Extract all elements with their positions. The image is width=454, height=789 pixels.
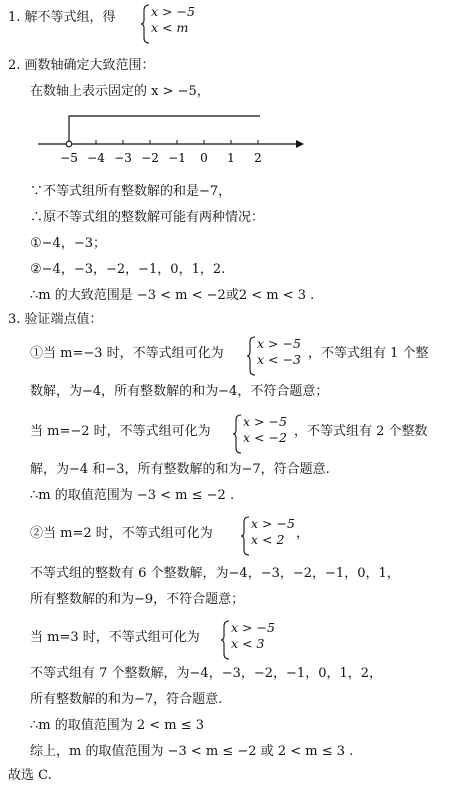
inequality-system-1 [151,4,195,36]
inequality-system-3 [243,414,287,446]
case-m-2-sum: 所有整数解的和为−9，不符合题意； [30,592,245,607]
case-m-neg2: 当 m=−2 时，不等式组可化为 [30,424,211,439]
case-2: ②−4，−3，−2，−1，0，1，2. [30,262,226,277]
inequality-system-4 [251,516,295,548]
tick-label: −3 [114,151,132,165]
case-m-neg2-tail: ，不等式组有 2 个整数 [294,424,428,439]
tick-label: −4 [87,151,105,165]
inequality-line: x < 3 [231,636,265,651]
tick-label: −1 [168,151,186,165]
case-1: ①−4，−3； [30,236,106,251]
case-m-neg3-result: 数解，为−4，所有整数解的和为−4，不符合题意； [30,384,329,399]
case-m-neg3-tail: ，不等式组有 1 个整 [308,346,429,361]
brace-icon [220,620,230,660]
case-m-neg2-result: 解，为−4 和−3，所有整数解的和为−7，符合题意. [30,462,330,477]
inequality-line: x > −5 [257,336,301,351]
step2-sub: 在数轴上表示固定的 x > −5， [30,84,210,99]
number-line-svg [0,108,454,168]
inequality-system-2 [257,336,301,368]
case-m-2-result: 不等式组的整数有 6 个整数解，为−4，−3，−2，−1，0，1， [30,566,400,581]
axis-arrow-icon [296,140,304,148]
case-m-3-sum: 所有整数解的和为−7，符合题意. [30,692,223,707]
tick-label: −5 [60,151,78,165]
answer-line: 故选 C. [8,768,52,783]
brace-icon [140,4,150,44]
brace-icon [232,414,242,454]
therefore-line: ∴原不等式组的整数解可能有两种情况： [30,210,265,225]
step2-text: 2. 画数轴确定大致范围： [8,58,155,73]
tick-label: 1 [227,151,235,165]
range-result-1: ∴m 的取值范围为 −3 < m ≤ −2 . [30,488,235,503]
tick-label: 0 [200,151,208,165]
inequality-line: x < −3 [257,352,301,367]
inequality-line: x < m [151,20,189,35]
inequality-line: x > −5 [151,4,195,19]
open-circle-point [66,141,72,147]
case-m-3-result: 不等式组有 7 个整数解，为−4，−3，−2，−1，0，1，2， [30,666,383,681]
case-m-neg3: ①当 m=−3 时，不等式组可化为 [30,346,224,361]
rough-range: ∴m 的大致范围是 −3 < m < −2或2 < m < 3 . [30,288,315,303]
tick-label: 2 [254,151,262,165]
number-line [0,108,454,172]
step3-text: 3. 验证端点值： [8,312,103,327]
case-m-3: 当 m=3 时，不等式组可化为 [30,630,200,645]
brace-icon [246,336,256,376]
summary-line: 综上，m 的取值范围为 −3 < m ≤ −2 或 2 < m ≤ 3 . [30,744,354,759]
step1-text: 1. 解不等式组，得 [8,10,116,25]
case-m-2-tail: ， [296,526,310,541]
inequality-line: x > −5 [231,620,275,635]
tick-label: −2 [141,151,159,165]
brace-icon [240,516,250,556]
inequality-line: x > −5 [243,414,287,429]
inequality-system-5 [231,620,275,652]
because-line: ∵不等式组所有整数解的和是−7， [30,184,232,199]
range-result-2: ∴m 的取值范围为 2 < m ≤ 3 [30,718,205,733]
solution-region-mark [69,116,260,144]
inequality-line: x > −5 [251,516,295,531]
inequality-line: x < 2 [251,532,285,547]
inequality-line: x < −2 [243,430,287,445]
case-m-2: ②当 m=2 时，不等式组可化为 [30,526,213,541]
